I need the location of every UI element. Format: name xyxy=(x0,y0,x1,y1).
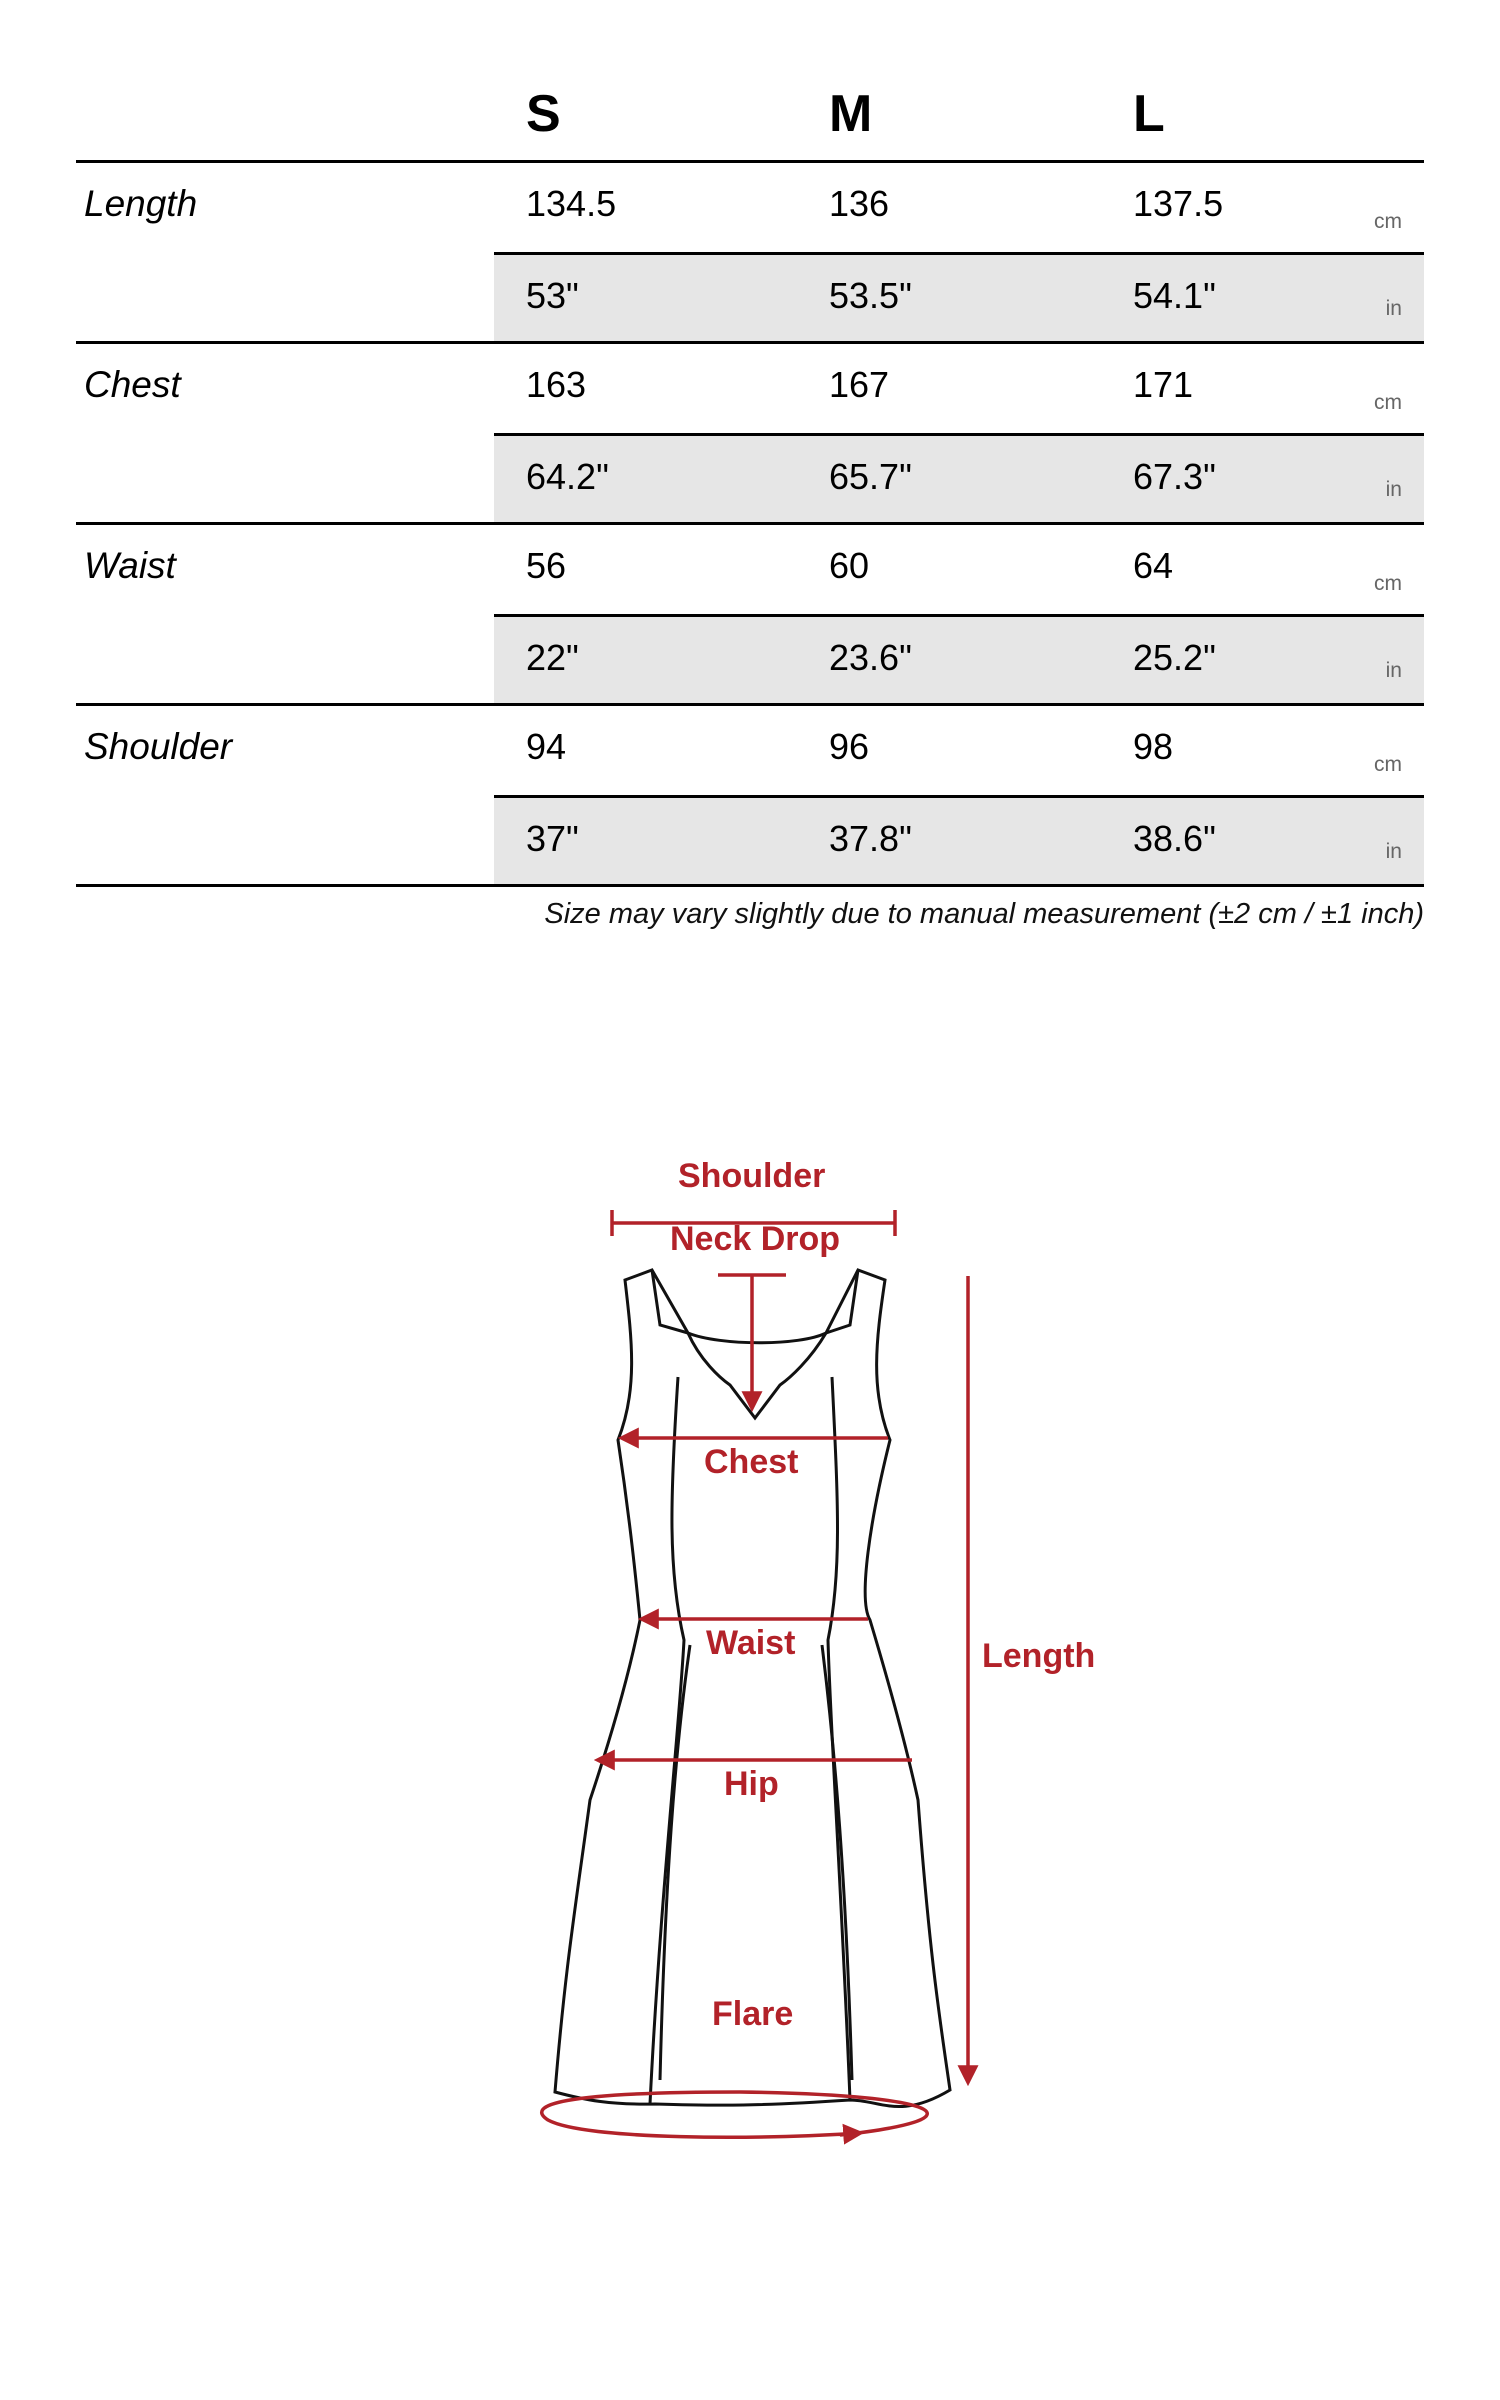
chest-label: Chest xyxy=(704,1443,799,1481)
flare-label: Flare xyxy=(712,1995,794,2033)
unit-label: cm xyxy=(1374,753,1402,776)
neck-drop-label: Neck Drop xyxy=(670,1220,841,1258)
measurement-group-shoulder xyxy=(76,706,1424,887)
cell-value: 137.5 xyxy=(1133,183,1224,224)
table-row xyxy=(494,252,1424,341)
unit-label: in xyxy=(1385,659,1402,682)
size-header-row xyxy=(76,80,1424,163)
cell-value: 56 xyxy=(526,545,567,586)
measurement-note: Size may vary slightly due to manual measurement (±2 cm / ±1 inch) xyxy=(544,898,1424,930)
table-row xyxy=(76,344,1424,432)
cell-value: 94 xyxy=(526,726,567,767)
cell-value: 60 xyxy=(829,545,870,586)
measurement-label: Length xyxy=(84,183,198,224)
measurement-group-waist xyxy=(76,525,1424,706)
waist-label: Waist xyxy=(706,1624,796,1662)
size-chart-table xyxy=(76,80,1424,887)
shoulder-label: Shoulder xyxy=(678,1157,826,1195)
size-header-s: S xyxy=(526,85,561,143)
cell-value: 134.5 xyxy=(526,183,617,224)
unit-label: in xyxy=(1385,297,1402,320)
cell-value: 53.5" xyxy=(829,275,912,316)
table-row xyxy=(494,433,1424,522)
length-label: Length xyxy=(982,1637,1096,1675)
measurement-label: Chest xyxy=(84,364,181,405)
cell-value: 136 xyxy=(829,183,890,224)
table-row xyxy=(494,614,1424,703)
table-row xyxy=(76,706,1424,794)
unit-label: in xyxy=(1385,840,1402,863)
cell-value: 98 xyxy=(1133,726,1174,767)
table-row xyxy=(76,525,1424,613)
flare-arrow xyxy=(542,2092,928,2137)
measurement-label: Waist xyxy=(84,545,176,586)
cell-value: 54.1" xyxy=(1133,275,1216,316)
measurement-group-chest xyxy=(76,344,1424,525)
cell-value: 163 xyxy=(526,364,587,405)
measurement-label: Shoulder xyxy=(84,726,233,767)
cell-value: 25.2" xyxy=(1133,637,1216,678)
unit-label: cm xyxy=(1374,572,1402,595)
size-header-l: L xyxy=(1133,85,1165,143)
cell-value: 171 xyxy=(1133,364,1194,405)
cell-value: 64 xyxy=(1133,545,1174,586)
cell-value: 37.8" xyxy=(829,818,912,859)
cell-value: 64.2" xyxy=(526,456,609,497)
measurement-group-length xyxy=(76,163,1424,344)
cell-value: 53" xyxy=(526,275,579,316)
cell-value: 96 xyxy=(829,726,870,767)
unit-label: in xyxy=(1385,478,1402,501)
cell-value: 38.6" xyxy=(1133,818,1216,859)
cell-value: 22" xyxy=(526,637,579,678)
cell-value: 23.6" xyxy=(829,637,912,678)
unit-label: cm xyxy=(1374,391,1402,414)
cell-value: 67.3" xyxy=(1133,456,1216,497)
table-row xyxy=(76,163,1424,251)
unit-label: cm xyxy=(1374,210,1402,233)
table-row xyxy=(494,795,1424,884)
hip-label: Hip xyxy=(724,1765,779,1803)
cell-value: 37" xyxy=(526,818,579,859)
size-header-m: M xyxy=(829,85,873,143)
cell-value: 65.7" xyxy=(829,456,912,497)
dress-measurement-diagram xyxy=(0,1100,1500,2150)
cell-value: 167 xyxy=(829,364,890,405)
